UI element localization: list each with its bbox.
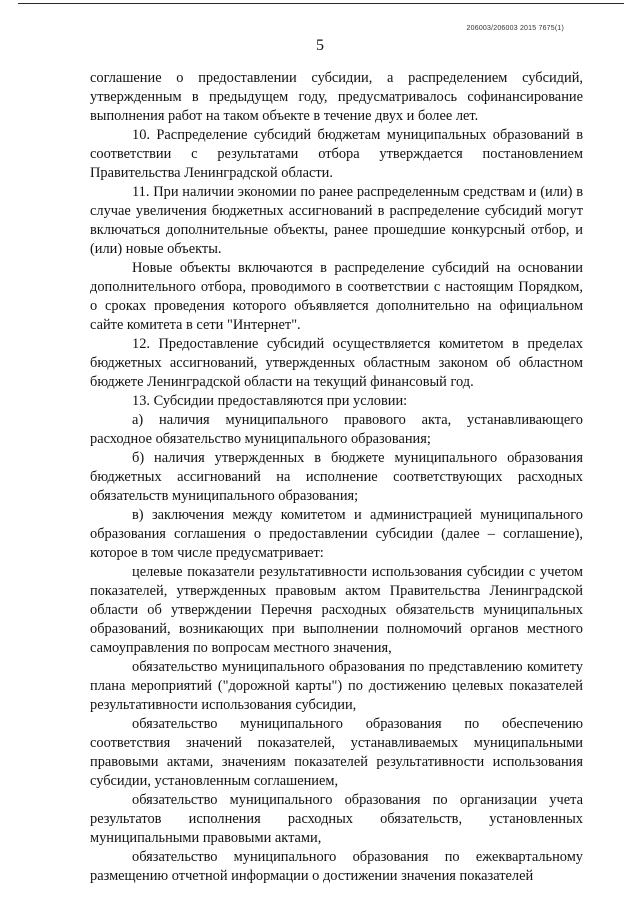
top-border-line (18, 3, 624, 4)
paragraph-quarterly-reporting-obligation: обязательство муниципального образования по ежеквартальному размещению отчетной информации о достижении значения показателей (90, 849, 583, 884)
paragraph-item-10: 10. Распределение субсидий бюджетам муниципальных образований в соответствии с результатами отбора утверждается постановлением Правительства Ленинградской области. (90, 127, 583, 181)
page-number: 5 (316, 37, 324, 54)
paragraph-target-indicators: целевые показатели результативности использования субсидии с учетом показателей, утвержденных правовым актом Правительства Ленинградской области об утверждении Перечня расходных обязательств муниципальных образований, возникающих при выполнении полномочий органов местного самоуправления по вопросам местного значения, (90, 564, 583, 656)
paragraph-item-12: 12. Предоставление субсидий осуществляется комитетом в пределах бюджетных ассигнований, утвержденных областным законом об областном бюджете Ленинградской области на текущий финансовый год. (90, 336, 583, 390)
paragraph-roadmap-obligation: обязательство муниципального образования по представлению комитету плана мероприятий ("дорожной карты") по достижению целевых показателей результативности использования субсидии, (90, 659, 583, 713)
document-body (90, 69, 583, 886)
paragraph-indicator-compliance-obligation: обязательство муниципального образования по обеспечению соответствия значений показателей, устанавливаемых муниципальными правовыми актами, значениям показателей результативности использования субсидии, установленным соглашением, (90, 716, 583, 789)
paragraph-subitem-a: а) наличия муниципального правового акта, устанавливающего расходное обязательство муниципального образования; (90, 412, 583, 447)
paragraph-item-11: 11. При наличии экономии по ранее распределенным средствам и (или) в случае увеличения бюджетных ассигнований в распределение субсидий могут включаться дополнительные объекты, ранее прошедшие конкурсный отбор, и (или) новые объекты. (90, 184, 583, 257)
paragraph-subitem-v: в) заключения между комитетом и администрацией муниципального образования соглашения о предоставлении субсидии (далее – соглашение), которое в том числе предусматривает: (90, 507, 583, 561)
paragraph-new-objects: Новые объекты включаются в распределение субсидий на основании дополнительного отбора, проводимого в соответствии с настоящим Порядком, о сроках проведения которого объявляется дополнительно на официальном сайте комитета в сети "Интернет". (90, 260, 583, 333)
paragraph-subitem-b: б) наличия утвержденных в бюджете муниципального образования бюджетных ассигнований на исполнение соответствующих расходных обязательств муниципального образования; (90, 450, 583, 504)
paragraph-item-13: 13. Субсидии предоставляются при условии: (132, 393, 408, 409)
document-registration-code: 206003/206003 2015 7675(1) (466, 25, 564, 32)
paragraph-continuation: соглашение о предоставлении субсидии, а распределением субсидий, утвержденным в предыдущем году, предусматривалось софинансирование выполнения работ на таком объекте в течение двух и более лет. (90, 70, 583, 124)
paragraph-accounting-obligation: обязательство муниципального образования по организации учета результатов исполнения расходных обязательств, установленных муниципальными правовыми актами, (90, 792, 583, 846)
